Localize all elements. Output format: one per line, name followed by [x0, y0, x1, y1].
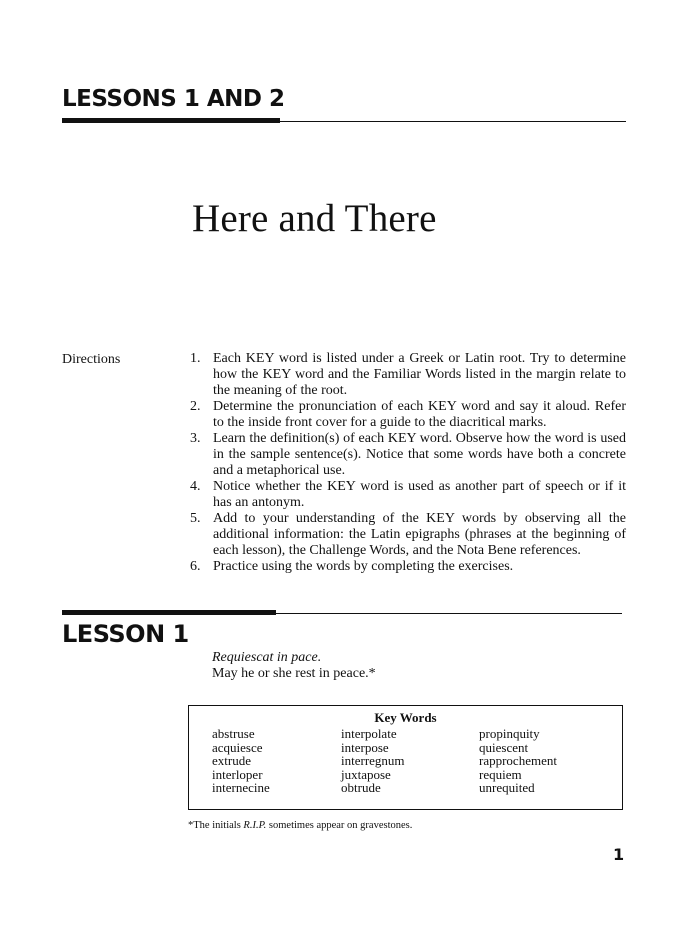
directions-item	[190, 511, 626, 559]
directions-item-number: 6.	[190, 559, 201, 574]
key-word: juxtapose	[341, 766, 391, 782]
directions-item-number: 2.	[190, 399, 201, 414]
directions-item-text: Learn the definition(s) of each KEY word. Observe how the word is used in the sample sentence(s). Notice that some words have both a concrete and a metaphorical use.	[213, 431, 626, 478]
page-number: 1	[613, 845, 625, 864]
heading-rule-thin	[62, 121, 626, 122]
directions-item-number: 5.	[190, 511, 201, 526]
directions-item	[190, 351, 626, 399]
directions-list	[190, 351, 626, 575]
key-word: requiem	[479, 766, 522, 782]
epigraph-latin: Requiescat in pace.	[212, 650, 322, 665]
directions-label: Directions	[62, 352, 121, 367]
key-words-column	[212, 727, 270, 795]
directions-item-number: 1.	[190, 351, 201, 366]
directions-item-text: Add to your understanding of the KEY words by observing all the additional information: the Latin epigraphs (phrases at the beginning of each lesson), the Challenge Words, and the Nota Bene references.	[213, 511, 626, 558]
directions-item-number: 3.	[190, 431, 201, 446]
footnote-italic: R.I.P.	[243, 820, 267, 831]
directions-item-text: Each KEY word is listed under a Greek or Latin root. Try to determine how the KEY word and the Familiar Words listed in the margin relate to the meaning of the root.	[213, 351, 626, 398]
key-word: unrequited	[479, 780, 535, 795]
lesson-heading: LESSON 1	[62, 620, 189, 648]
directions-item	[190, 559, 626, 575]
key-word: rapprochement	[479, 753, 557, 768]
key-word: interregnum	[341, 753, 405, 768]
key-word: interpose	[341, 739, 389, 755]
key-word: interpolate	[341, 726, 397, 741]
directions-item	[190, 479, 626, 511]
footnote	[188, 820, 412, 831]
key-words-column	[479, 727, 557, 795]
section-heading: LESSONS 1 AND 2	[62, 86, 285, 112]
footnote-text-after: sometimes appear on gravestones.	[266, 820, 413, 831]
key-words-title: Key Words	[374, 710, 437, 725]
key-word: acquiesce	[212, 739, 263, 755]
key-words-box	[188, 705, 623, 810]
directions-item	[190, 431, 626, 479]
directions-item-number: 4.	[190, 479, 201, 494]
key-word: internecine	[212, 780, 270, 795]
key-word: obtrude	[341, 780, 381, 795]
key-words-column	[341, 727, 405, 795]
page-title: Here and There	[192, 197, 437, 240]
directions-item-text: Practice using the words by completing the exercises.	[213, 559, 514, 574]
directions-item-text: Determine the pronunciation of each KEY word and say it aloud. Refer to the inside front cover for a guide to the diacritical marks.	[213, 399, 626, 430]
key-word: abstruse	[212, 726, 255, 741]
key-word: extrude	[212, 753, 251, 768]
directions-item-text: Notice whether the KEY word is used as another part of speech or if it has an antonym.	[213, 479, 626, 510]
lesson-rule-thin	[62, 613, 622, 614]
key-word: quiescent	[479, 739, 529, 755]
footnote-text-before: *The initials	[188, 820, 244, 831]
key-word: propinquity	[479, 726, 540, 741]
key-word: interloper	[212, 766, 263, 782]
directions-item	[190, 399, 626, 431]
epigraph-english: May he or she rest in peace.*	[212, 666, 376, 681]
